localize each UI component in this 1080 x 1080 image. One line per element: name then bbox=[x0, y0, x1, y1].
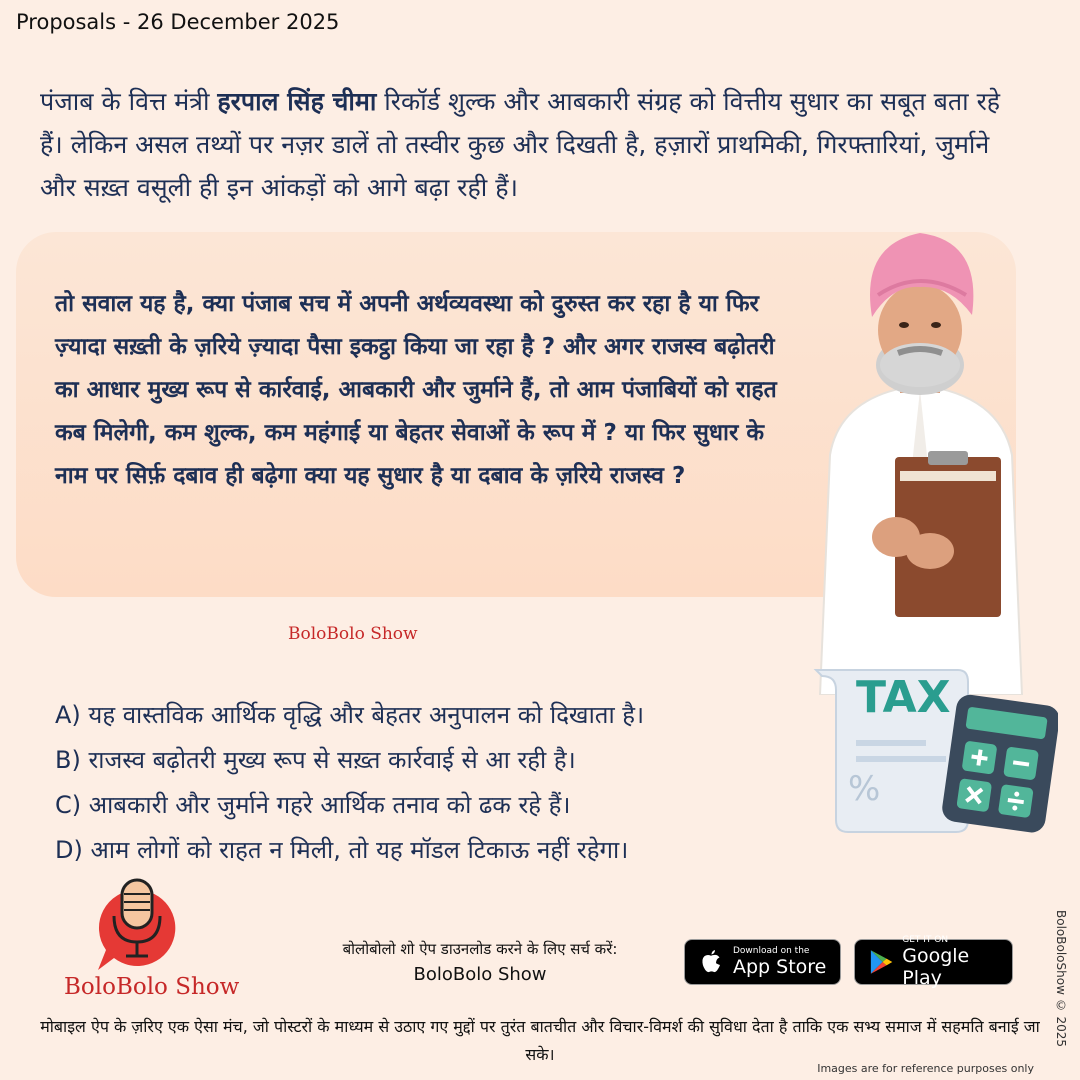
google-play-icon bbox=[866, 947, 895, 977]
option-a[interactable]: A) यह वास्तविक आर्थिक वृद्धि और बेहतर अनुपालन को दिखाता है। bbox=[55, 701, 645, 729]
tax-calculator-icon bbox=[808, 660, 1058, 840]
vertical-copyright: BoloBoloShow © 2025 bbox=[1054, 910, 1068, 1048]
download-prompt: बोलोबोलो शो ऐप डाउनलोड करने के लिए सर्च करें: bbox=[342, 940, 618, 958]
intro-paragraph bbox=[40, 80, 1030, 209]
appstore-big-text: App Store bbox=[733, 956, 827, 978]
app-store-button[interactable] bbox=[684, 939, 841, 985]
percent-glyph: % bbox=[848, 769, 881, 809]
play-big-text: Google Play bbox=[902, 945, 970, 989]
footer-description: मोबाइल ऐप के ज़रिए एक ऐसा मंच, जो पोस्टरों के माध्यम से उठाए गए मुद्दों पर तुरंत बातचीत और विचार-विमर्श की सुविधा देता है ताकि एक सभ्य समाज में सहमति बनाई जा सके। bbox=[40, 1017, 1040, 1064]
microphone-logo-icon bbox=[92, 876, 182, 976]
header-date: Proposals - 26 December 2025 bbox=[16, 10, 340, 34]
person-illustration bbox=[800, 225, 1040, 695]
options-list bbox=[55, 693, 815, 873]
search-query: BoloBolo Show bbox=[413, 964, 547, 985]
option-d[interactable]: D) आम लोगों को राहत न मिली, तो यह मॉडल टिकाऊ नहीं रहेगा। bbox=[55, 836, 629, 864]
logo-name: BoloBolo Show bbox=[64, 974, 240, 1000]
intro-part1: पंजाब के वित्त मंत्री bbox=[40, 87, 218, 116]
watermark-brand: BoloBolo Show bbox=[288, 624, 418, 644]
disclaimer: Images are for reference purposes only bbox=[817, 1062, 1034, 1075]
minister-name: हरपाल सिंह चीमा bbox=[217, 87, 377, 116]
question-text: तो सवाल यह है, क्या पंजाब सच में अपनी अर्थव्यवस्था को दुरुस्त कर रहा है या फिर ज़्यादा सख़्ती के ज़रिये ज़्यादा पैसा इकट्ठा किया जा रहा है ? और अगर राजस्व बढ़ोतरी का आधार मुख्य रूप से कार्रवाई, आबकारी और जुर्माने हैं, तो आम पंजाबियों को राहत कब मिलेगी, कम शुल्क, कम महंगाई या बेहतर सेवाओं के रूप में ? या फिर सुधार के नाम पर सिर्फ़ दबाव ही बढ़ेगा क्या यह सुधार है या दबाव के ज़रिये राजस्व ? bbox=[55, 291, 777, 489]
google-play-button[interactable] bbox=[854, 935, 1013, 989]
play-small-text: GET IT ON bbox=[902, 935, 949, 945]
appstore-small-text: Download on the bbox=[733, 946, 810, 956]
tax-label: TAX bbox=[856, 672, 951, 723]
option-b[interactable]: B) राजस्व बढ़ोतरी मुख्य रूप से सख़्त कार्रवाई से आ रही है। bbox=[55, 746, 576, 774]
intro-part2: रिकॉर्ड शुल्क और आबकारी संग्रह को वित्तीय सुधार का सबूत बता रहे हैं। लेकिन असल तथ्यों पर नज़र डालें तो तस्वीर कुछ और दिखती है, हज़ारों प्राथमिकी, गिरफ्तारियां, जुर्माने और सख़्त वसूली ही इन आंकड़ों को आगे बढ़ा रही हैं। bbox=[40, 87, 1001, 202]
option-c[interactable]: C) आबकारी और जुर्माने गहरे आर्थिक तनाव को ढक रहे हैं। bbox=[55, 791, 571, 819]
apple-icon bbox=[696, 947, 726, 977]
